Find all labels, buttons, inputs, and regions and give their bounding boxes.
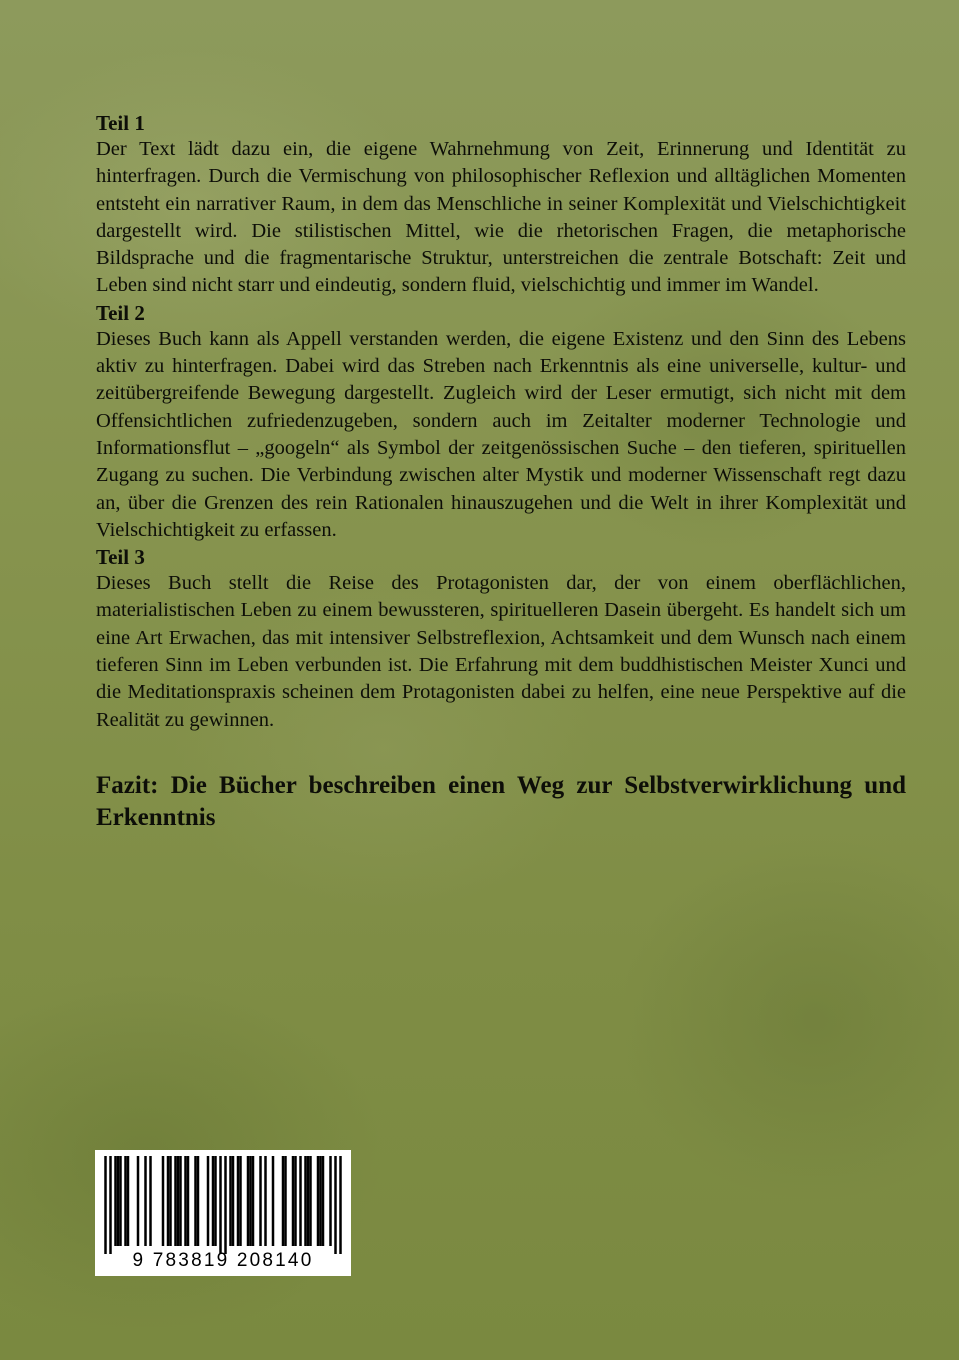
section-teil-1: [96, 110, 906, 300]
section-heading: Teil 3: [96, 545, 145, 570]
barcode-bar: [329, 1156, 332, 1246]
barcode-bar: [197, 1156, 200, 1246]
barcode-bar: [187, 1156, 190, 1246]
barcode-bar: [127, 1156, 130, 1246]
section-body: Dieses Buch stellt die Reise des Protagonisten dar, der von einem oberflächlichen, materialistischen Leben zu einem bewussteren, spirituelleren Dasein übergeht. Es handelt sich um eine Art Erwachen, das mit intensiver Selbstreflexion, Achtsamkeit und dem Wunsch nach einem tieferen Sinn im Leben verbunden ist. Die Erfahrung mit dem buddhistischen Meister Xunci und die Meditationspraxis scheinen dem Protagonisten dabei zu helfen, eine neue Perspektive auf die Realität zu gewinnen.: [96, 572, 906, 731]
barcode-bar: [239, 1156, 242, 1246]
barcode-bar: [124, 1156, 127, 1246]
section-teil-2: [96, 300, 906, 544]
barcode-bar: [284, 1156, 287, 1246]
barcode-bar: [184, 1156, 187, 1246]
barcode-bar: [167, 1156, 170, 1246]
section-teil-3: [96, 544, 906, 734]
barcode-bar: [219, 1156, 222, 1254]
isbn-barcode: [95, 1150, 351, 1276]
barcode-bar: [232, 1156, 235, 1246]
barcode-bar: [162, 1156, 165, 1246]
section-body: Der Text lädt dazu ein, die eigene Wahrnehmung von Zeit, Erinnerung und Identität zu hinterfragen. Durch die Vermischung von philosophischer Reflexion und alltäglichen Momenten entsteht ein narrativer Raum, in dem das Menschliche in seiner Komplexität und Vielschichtigkeit dargestellt wird. Die stilistischen Mittel, wie die rhetorischen Fragen, die metaphorische Bildsprache und die fragmentarische Struktur, unterstreichen die zentrale Botschaft: Zeit und Leben sind nicht starr und eindeutig, sondern fluid, vielschichtig und immer im Wandel.: [96, 138, 906, 297]
barcode-bar: [304, 1156, 307, 1246]
section-body: Dieses Buch kann als Appell verstanden werden, die eigene Existenz und den Sinn des Lebens aktiv zu hinterfragen. Dabei wird das Streben nach Erkenntnis als eine universelle, kultur- und zeitübergreifende Bewegung dargestellt. Zugleich wird der Leser ermutigt, sich nicht mit dem Offensichtlichen zufriedenzugeben, sondern auch im Zeitalter moderner Technologie und Informationsflut – „googeln“ als Symbol der zeitgenössischen Suche – den tieferen, spirituellen Zugang zu suchen. Die Verbindung zwischen alter Mystik und moderner Wissenschaft regt dazu an, über die Grenzen des rein Rationalen hinauszugehen und die Welt in ihrer Komplexität und Vielschichtigkeit zu erfassen.: [96, 327, 906, 541]
barcode-bar: [317, 1156, 320, 1246]
section-heading: Teil 2: [96, 300, 145, 325]
barcode-bar: [174, 1156, 177, 1246]
barcode-bar: [282, 1156, 285, 1246]
barcode-bar: [117, 1156, 120, 1246]
conclusion-text: Fazit: Die Bücher beschreiben einen Weg zur Selbstverwirklichung und Erkenntnis: [96, 771, 906, 831]
back-cover-text: [96, 110, 906, 834]
barcode-bar: [259, 1156, 262, 1246]
barcode-bar: [177, 1156, 180, 1246]
barcode-bar: [212, 1156, 215, 1246]
barcode-bar: [292, 1156, 295, 1246]
barcode-bar: [137, 1156, 140, 1246]
barcode-bar: [224, 1156, 227, 1254]
section-heading: Teil 1: [96, 111, 145, 135]
barcode-bar: [249, 1156, 252, 1246]
barcode-bar: [169, 1156, 172, 1246]
barcode-bar: [252, 1156, 255, 1246]
barcode-bar: [114, 1156, 117, 1246]
barcode-bar: [299, 1156, 302, 1246]
barcode-bar: [149, 1156, 152, 1246]
barcode-digits: 9 783819 208140: [132, 1250, 314, 1271]
barcode-bar: [119, 1156, 122, 1246]
barcode-bar: [294, 1156, 297, 1246]
barcode-bar: [179, 1156, 182, 1246]
barcode-bars-graphic: [95, 1150, 351, 1254]
barcode-bar: [264, 1156, 267, 1246]
barcode-bar: [207, 1156, 210, 1246]
barcode-bar: [339, 1156, 342, 1254]
barcode-bar: [237, 1156, 240, 1246]
barcode-bar: [319, 1156, 322, 1246]
barcode-bar: [309, 1156, 312, 1246]
barcode-bar: [247, 1156, 250, 1246]
barcode-bar: [109, 1156, 112, 1254]
barcode-bar: [322, 1156, 325, 1246]
barcode-bar: [307, 1156, 310, 1246]
barcode-bar: [214, 1156, 217, 1246]
barcode-bar: [272, 1156, 275, 1246]
barcode-bar: [194, 1156, 197, 1246]
barcode-bar: [229, 1156, 232, 1246]
barcode-bar: [104, 1156, 107, 1254]
barcode-bar: [144, 1156, 147, 1246]
barcode-bar: [334, 1156, 337, 1254]
